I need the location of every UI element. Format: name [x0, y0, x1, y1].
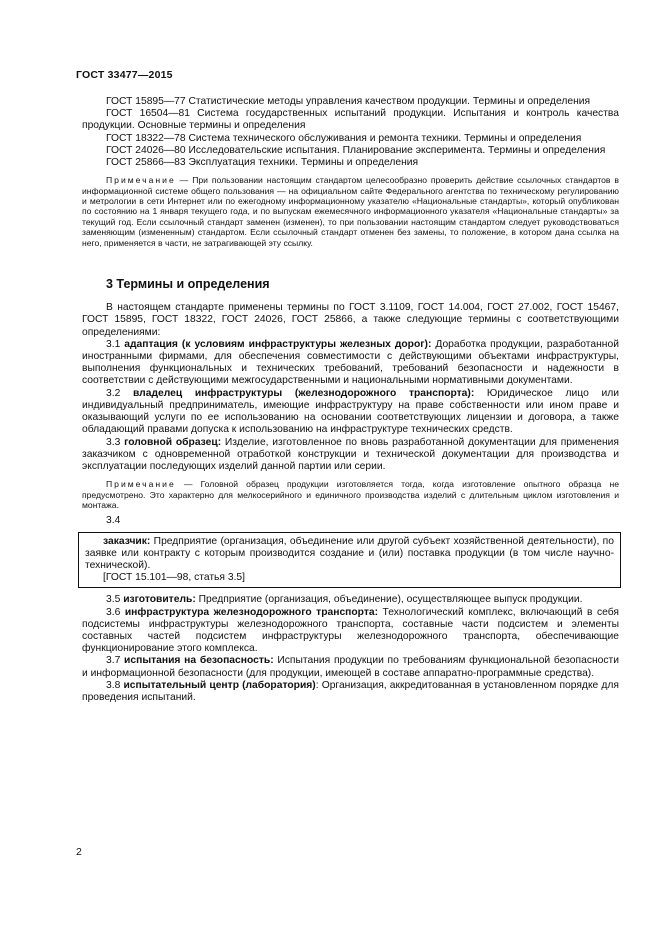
term-3-1	[82, 339, 619, 388]
term-number: 3.7	[106, 655, 125, 667]
reference-item: ГОСТ 25866—83 Эксплуатация техники. Термины и определения	[106, 157, 419, 169]
term-3-2	[82, 388, 619, 437]
reference-item: ГОСТ 16504—81 Система государственных испытаний продукции. Испытания и контроль качества продукции. Основные термины и определения	[82, 108, 619, 132]
term-definition: Изделие, изготовленное по вновь разработанной документации для применения заказчиком с одновременной отработкой конструкции и технической документации для производства и эксплуатации последующих изделий данной партии или серии.	[82, 436, 619, 472]
term-3-3	[82, 437, 619, 474]
page-body	[82, 96, 619, 704]
term-3-8	[82, 680, 619, 704]
term-name: испытания на безопасность:	[124, 655, 274, 667]
note-label: Примечание	[106, 175, 176, 186]
term-name: владелец инфраструктуры (железнодорожного транспорта):	[132, 387, 475, 399]
term-name: головной образец:	[124, 436, 222, 448]
term-definition: : Организация, аккредитованная в установленном порядке для проведения испытаний.	[82, 679, 619, 703]
term-number: 3.2	[106, 387, 133, 399]
term-qualifier: (к условиям инфраструктуры железных дорог):	[177, 338, 432, 350]
note-references	[82, 175, 619, 248]
reference-item: ГОСТ 24026—80 Исследовательские испытания. Планирование эксперимента. Термины и определения	[106, 144, 606, 156]
note-label: Примечание	[106, 479, 176, 490]
term-3-7	[82, 655, 619, 679]
definition-source: [ГОСТ 15.101—98, статья 3.5]	[103, 572, 246, 584]
term-definition: Испытания продукции по требованиям функциональной безопасности и информационной безопасности (для продукции, имеющей в составе аппаратно-программные средства).	[82, 655, 619, 679]
term-name: инфраструктура железнодорожного транспорта:	[124, 606, 379, 618]
section-title: 3 Термины и определения	[106, 277, 270, 292]
term-3-5	[82, 594, 619, 606]
reference-item: ГОСТ 15895—77 Статистические методы управления качеством продукции. Термины и определения	[106, 96, 591, 107]
section-intro: В настоящем стандарте применены термины по ГОСТ 3.1109, ГОСТ 14.004, ГОСТ 27.002, ГОСТ 15467, ГОСТ 15895, ГОСТ 18322, ГОСТ 24026, ГОСТ 25866, а также следующие термины с соответствующими определениями:	[82, 302, 619, 338]
term-definition: Доработка продукции, разработанной иностранными фирмами, для обеспечения совместимости с действующими объектами инфраструктуры, выполнения функциональных и технических требований, требований безопасности и надежности в соответствии с действующими межгосударственными и национальными нормативными документами.	[82, 338, 619, 387]
term-number: 3.5	[106, 594, 124, 606]
note-head-sample	[82, 479, 619, 510]
term-definition: Предприятие (организация, объединение или другой субъект хозяйственной деятельности), по заявке или контракту с которым производится создание и (или) поставка продукции (в том числе научно-технической).	[85, 535, 614, 571]
page-number: 2	[76, 846, 82, 858]
term-3-6	[82, 607, 619, 656]
term-definition: Предприятие (организация, объединение), осуществляющее выпуск продукции.	[195, 594, 583, 606]
term-name: заказчик:	[103, 535, 151, 547]
term-number: 3.3	[106, 436, 125, 448]
term-3-4	[85, 536, 614, 573]
term-definition: Юридическое лицо или индивидуальный предприниматель, имеющие инфраструктуру на праве собственности или ином праве и оказывающий услуги по ее использованию на основании соответствующих лицензии и договора, а также обладающий правами допуска к использованию на инфраструктуре технических средств.	[82, 387, 619, 436]
term-number: 3.1	[106, 338, 125, 350]
term-name: адаптация	[124, 338, 178, 350]
term-definition: Технологический комплекс, включающий в себя подсистемы инфраструктуры железнодорожного транспорта, составные части подсистем и элементы составных частей подсистем инфраструктуры железнодорожного транспорта, обеспечивающие функционирование этого комплекса.	[82, 606, 619, 655]
standard-header: ГОСТ 33477—2015	[76, 69, 173, 81]
term-number: 3.6	[106, 606, 125, 618]
note-text: — Головной образец продукции изготовляется тогда, когда изготовление опытного образца не предусмотрено. Это характерно для мелкосерийного и единичного производства изделий с длительным циклом изготовления и монтажа.	[82, 479, 619, 510]
term-name: изготовитель:	[123, 594, 196, 606]
quoted-definition-box	[78, 532, 621, 589]
term-number-3-4: 3.4	[106, 515, 121, 527]
reference-list	[82, 96, 619, 169]
term-name: испытательный центр (лаборатория)	[123, 679, 316, 691]
term-number: 3.8	[106, 679, 124, 691]
note-text: — При пользовании настоящим стандартом целесообразно проверить действие ссылочных стандартов в информационной системе общего пользования — на официальном сайте Федерального агентства по техническому регулированию и метрологии в сети Интернет или по ежегодному информационному указателю «Национальные стандарты», который опубликован по состоянию на 1 января текущего года, и по выпускам ежемесячного информационного указателя «Национальные стандарты» за текущий год. Если ссылочный стандарт заменен (изменен), то при пользовании настоящим стандартом следует руководствоваться заменяющим (измененным) стандартом. Если ссылочный стандарт отменен без замены, то положение, в котором дана ссылка на него, применяется в части, не затрагивающей эту ссылку.	[82, 175, 619, 248]
reference-item: ГОСТ 18322—78 Система технического обслуживания и ремонта техники. Термины и определения	[106, 132, 582, 144]
